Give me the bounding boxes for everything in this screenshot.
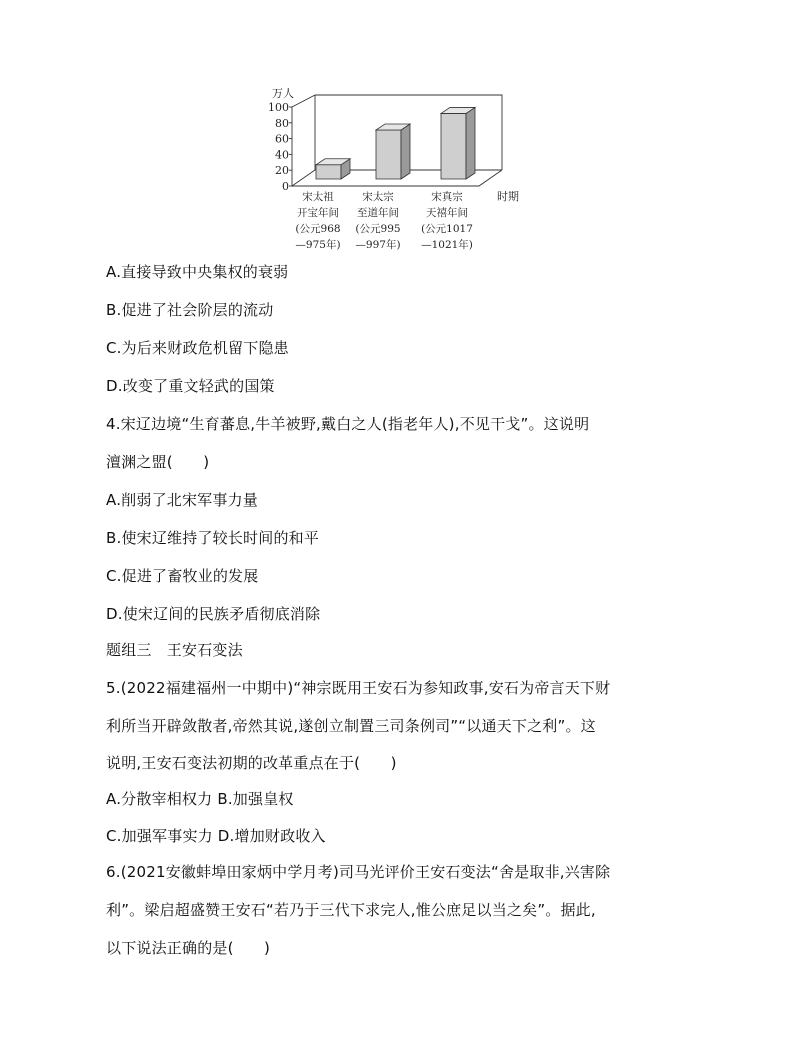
option-a: A.直接导致中央集权的衰弱 [106,263,289,281]
question-5-stem-cont: 说明,王安石变法初期的改革重点在于( ) [106,754,397,772]
option-c: C.促进了畜牧业的发展 [106,567,259,585]
option-a: A.削弱了北宋军事力量 [106,491,258,509]
question-4-stem: 4.宋辽边境“生育蕃息,牛羊被野,戴白之人(指老年人),不见干戈”。这说明 [106,415,590,433]
bar [441,107,475,179]
bars [316,107,475,179]
section-heading: 题组三 王安石变法 [106,641,243,659]
category-label: 至道年间 [357,207,399,219]
options-a-b: A.分散宰相权力 B.加强皇权 [106,790,294,808]
y-tick-label: 60 [275,132,289,146]
x-axis-label: 时期 [497,190,519,203]
bar-chart [255,80,535,260]
question-4-stem-cont: 澶渊之盟( ) [106,453,210,471]
category-label: 宋太祖 [302,191,334,203]
category-labels [295,190,472,251]
y-axis-ticks [268,101,292,193]
category-label: 宋真宗 [431,191,463,203]
category-label: 天禧年间 [426,207,468,219]
y-tick-label: 40 [275,148,289,162]
bar-front [441,113,466,179]
option-b: B.使宋辽维持了较长时间的和平 [106,529,320,547]
question-5-stem: 5.(2022福建福州一中期中)“神宗既用王安石为参知政事,安石为帝言天下财 [106,679,611,697]
question-5-stem-cont: 利所当开辟敛散者,帝然其说,遂创立制置三司条例司”“以通天下之利”。这 [106,717,596,735]
category-label: (公元995 [355,223,401,235]
y-tick-label: 20 [275,164,289,178]
option-c: C.为后来财政危机留下隐患 [106,339,289,357]
y-tick-label: 80 [275,116,289,130]
y-tick-label: 100 [268,101,289,114]
bar [376,124,410,179]
category-label: —975年) [295,239,341,251]
question-6-stem-cont: 利”。梁启超盛赞王安石“若乃于三代下求完人,惟公庶足以当之矣”。据此, [106,901,596,919]
options-c-d: C.加强军事实力 D.增加财政收入 [106,827,326,845]
y-unit-label: 万人 [272,87,294,100]
option-d: D.使宋辽间的民族矛盾彻底消除 [106,605,321,623]
question-6-stem: 6.(2021安徽蚌埠田家炳中学月考)司马光评价王安石变法“舍是取非,兴害除 [106,863,611,881]
option-d: D.改变了重文轻武的国策 [106,377,275,395]
bar-front [376,130,401,179]
bar [316,159,350,179]
category-label: —1021年) [421,239,473,251]
y-tick-label: 0 [282,180,289,193]
question-6-stem-cont: 以下说法正确的是( ) [106,939,271,957]
category-label: (公元1017 [421,223,473,235]
category-label: (公元968 [295,223,341,235]
category-label: —997年) [355,239,401,251]
bar-side [466,107,475,179]
category-label: 开宝年间 [297,207,339,219]
bar-side [401,124,410,179]
category-label: 宋太宗 [362,191,394,203]
bar-front [316,165,341,179]
option-b: B.促进了社会阶层的流动 [106,301,274,319]
